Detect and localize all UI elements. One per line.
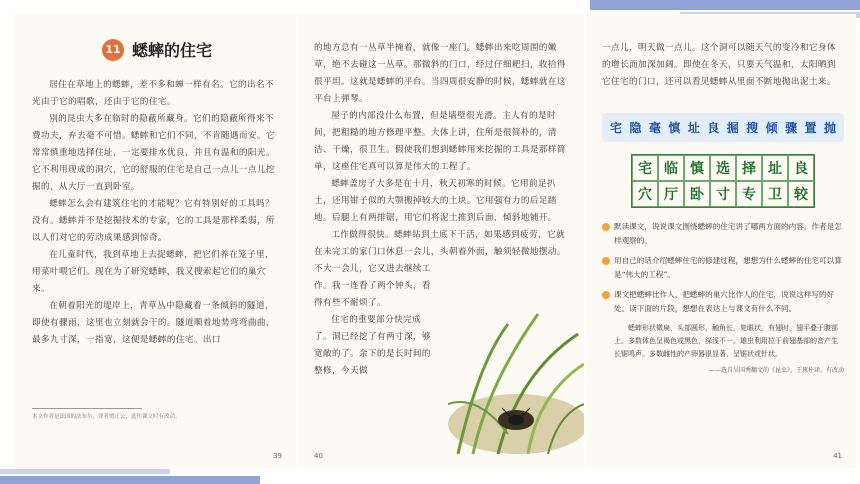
pinyin-char: 毫 — [648, 121, 661, 135]
page-number: 40 — [314, 452, 323, 460]
question-text: 默读课文，说说课文围绕蟋蟀的住宅讲了哪两方面的内容，作者是怎样观察的。 — [614, 222, 842, 245]
question-item — [602, 220, 844, 248]
paragraph: 不大一会儿，它又进去继续工作。我一连看了两个钟头，看得有些不耐烦了。 — [314, 264, 431, 308]
pinyin-char: 抛 — [823, 121, 836, 135]
write-char-cell: 良 — [788, 155, 814, 181]
write-char-cell: 宅 — [632, 155, 658, 181]
paragraph: 住宅的重要部分快完成了。洞已经挖了有两寸深，够宽敞的了。余下的是长时间的整修，今天做 — [314, 315, 431, 376]
lesson-title: 蟋蟀的住宅 — [131, 41, 212, 60]
question-item — [602, 254, 844, 282]
page-number: 41 — [833, 452, 842, 460]
paragraph: 别的昆虫大多在临时的隐蔽所藏身。它们的隐蔽所得来不费功夫，弃去毫不可惜。蟋蟀和它们不同，不肯随遇而安。它常常慎重地选择住址，一定要排水优良，并且有温和的阳光。它不利用现成的洞穴，它的舒服的住宅是自己一点儿一点儿挖掘的，从大厅一直到卧室。 — [32, 114, 275, 192]
pinyin-char: 搜 — [746, 121, 759, 135]
question-item — [602, 288, 844, 316]
write-char-cell: 寸 — [710, 181, 736, 207]
pinyin-char: 隐 — [629, 121, 642, 135]
pinyin-char: 良 — [707, 121, 720, 135]
pinyin-char: 置 — [804, 121, 817, 135]
page-number: 39 — [273, 452, 282, 460]
decorative-bar-bottom — [0, 476, 260, 484]
paragraph: 工作做得很快。蟋蟀钻到土底下干活，如果感到疲劳，它就在未完工的家门口休息一会儿，头朝着外面，触须轻微地摆动。 — [314, 230, 566, 257]
write-char-cell: 择 — [736, 155, 762, 181]
footnote: 本文作者是法国的法布尔，译者贾正公，选作课文时有改动。 — [32, 414, 181, 420]
page-41 — [586, 14, 856, 468]
paragraph: 一点儿，明天做一点儿。这个洞可以随天气的变冷和它身体的增长而加深加阔。即使在冬天，只要天气温和，太阳晒到它住宅的门口，还可以看见蟋蟀从里面不断地抛出泥土来。 — [602, 43, 836, 87]
pinyin-char: 骤 — [785, 121, 798, 135]
paragraph: 在朝着阳光的堤岸上，青草丛中隐藏着一条倾斜的隧道，即使有骤雨，这里也立刻就会干的。隧道顺着地势弯弯曲曲，最多九寸深，一指宽，这便是蟋蟀的住宅。出口 — [32, 301, 275, 345]
footnote-divider — [32, 408, 142, 409]
question-text: 用自己的话介绍蟋蟀住宅的修建过程，想想为什么蟋蟀的住宅可以算是“伟大的工程”。 — [614, 256, 842, 279]
write-char-cell: 卫 — [762, 181, 788, 207]
excerpt-source: ——选自吴国秀翻文的《昆虫》，王琢朴译，有改动 — [708, 367, 844, 374]
question-bullet-icon — [602, 223, 610, 231]
lesson-number-badge: 11 — [102, 39, 124, 61]
paragraph: 屋子的内部没什么布置，但是墙壁很光滑。主人有的是时间，把粗糙的地方修理平整。大体上讲，住所是很简朴的，清洁、干燥，很卫生。假使我们想到蟋蟀用来挖掘的工具是那样简单，这座住宅真可以算是伟大的工程了。 — [314, 111, 566, 172]
lesson-heading — [32, 38, 282, 61]
write-char-cell: 慎 — [684, 155, 710, 181]
paragraph: 居住在草地上的蟋蟀，差不多和蝉一样有名。它的出名不光由于它的唱歌，还由于它的住宅。 — [32, 80, 275, 107]
reading-excerpt: 蟋蟀形状微扁，头部圆形，触角长，复眼状。有翅时，翅平叠于腹部上。多数体色呈褐色或黑色，深浅不一。雄虫利用拉于前翅基部的音产生长锯鸣声。多数雌性的产卵器很显著，呈锯状或针状。 — [614, 324, 838, 358]
question-text: 课文把蟋蟀比作人，把蟋蟀的巢穴比作人的住宅，说说这样写的好处。读下面的片段，想想在表达上与课文有什么不同。 — [614, 290, 835, 313]
pinyin-char: 倾 — [765, 121, 778, 135]
paragraph: 蟋蟀盖房子大多是在十月，秋天初寒的时候。它用前足扒土，还用钳子似的大颚搬掉较大的土块。它用强有力的后足踏地。后腿上有两排锯，用它们将泥土推到后面，倾斜地铺开。 — [314, 179, 557, 223]
decorative-bar-top — [590, 0, 860, 10]
write-char-cell: 卧 — [684, 181, 710, 207]
pinyin-char: 掘 — [726, 121, 739, 135]
write-char-cell: 专 — [736, 181, 762, 207]
pinyin-char: 慎 — [668, 121, 681, 135]
paragraph: 的地方总有一丛草半掩着，就像一座门。蟋蟀出来吃周围的嫩草，绝不去碰这一丛草。那微斜的门口，经过仔细耙扫，收拾得很平坦。这就是蟋蟀的平台。当四周很安静的时候，蟋蟀就在这平台上弹琴。 — [314, 43, 566, 104]
pinyin-char: 宅 — [610, 121, 623, 135]
cricket-illustration — [448, 304, 584, 454]
page-39 — [14, 14, 296, 468]
write-char-cell: 穴 — [632, 181, 658, 207]
write-char-cell: 临 — [658, 155, 684, 181]
pinyin-char: 址 — [687, 121, 700, 135]
write-char-cell: 选 — [710, 155, 736, 181]
page-40 — [298, 14, 584, 468]
writing-grid — [631, 154, 815, 208]
decorative-bar-bottom-light — [0, 469, 170, 474]
paragraph: 蟋蟀怎么会有建筑住宅的才能呢？它有特别好的工具吗？没有。蟋蟀并不是挖掘技术的专家，它的工具是那样柔弱，所以人们对它的劳动成果感到惊奇。 — [32, 199, 275, 243]
paragraph: 在儿童时代，我到草地上去捉蟋蟀，把它们养在笼子里，用菜叶喂它们。现在为了研究蟋蟀，我又搜索起它们的巢穴来。 — [32, 250, 275, 294]
question-bullet-icon — [602, 291, 610, 299]
write-char-cell: 较 — [788, 181, 814, 207]
pinyin-character-bar — [602, 113, 844, 142]
write-char-cell: 厅 — [658, 181, 684, 207]
question-bullet-icon — [602, 257, 610, 265]
write-char-cell: 址 — [762, 155, 788, 181]
